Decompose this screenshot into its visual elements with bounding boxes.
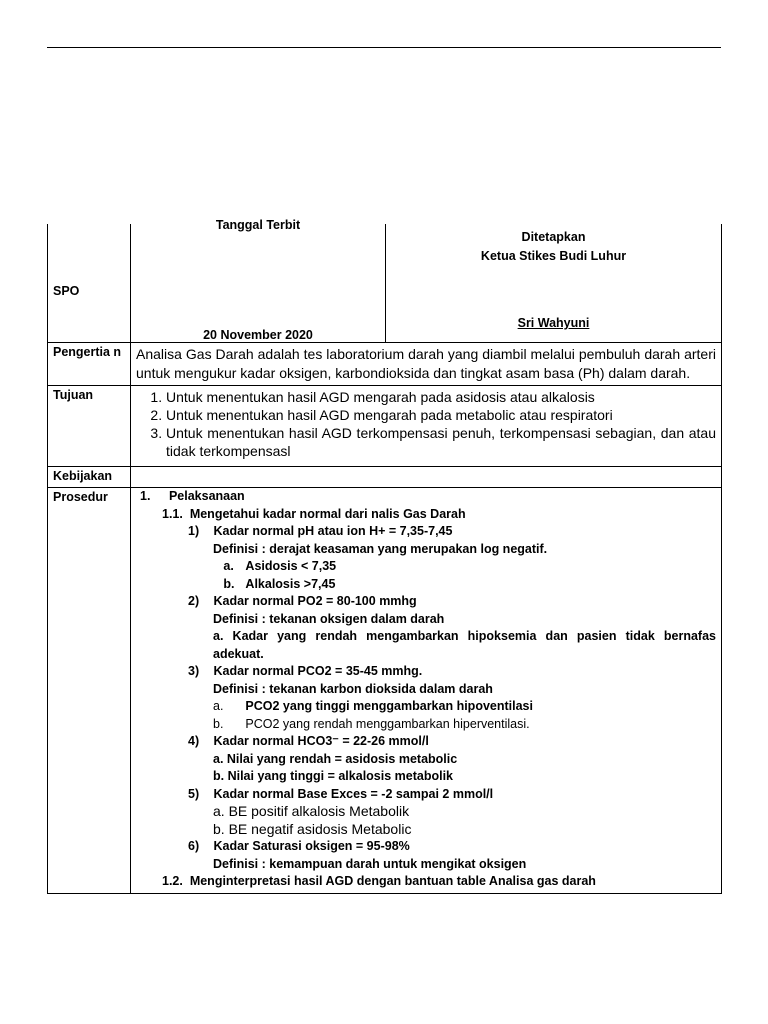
header-row: [48, 224, 722, 343]
spo-table: [47, 218, 722, 894]
item-4-title: 4) Kadar normal HCO3⁻ = 22-26 mmol/l: [188, 734, 429, 748]
prosedur-cell: [131, 488, 722, 894]
spo-label: SPO: [48, 224, 131, 343]
item-1-sub-b: b. Alkalosis >7,45: [223, 576, 336, 591]
pengertian-text: Analisa Gas Darah adalah tes laboratorium darah yang diambil melalui pembuluh darah arteri untuk mengukur kadar oksigen, karbondioksida dan tingkat asam basa (Ph) dalam darah.: [131, 343, 722, 386]
item-4-sub-a: a. Nilai yang rendah = asidosis metabolic: [213, 751, 458, 766]
item-2-sub-a: a. Kadar yang rendah mengambarkan hipoksemia dan pasien tidak bernafas adekuat.: [213, 629, 716, 661]
kebijakan-label: Kebijakan: [48, 467, 131, 488]
tujuan-item: 1. Untuk menentukan hasil AGD mengarah pada asidosis atau alkalosis: [166, 388, 716, 406]
section-title: Pelaksanaan: [168, 489, 245, 503]
tanggal-terbit-value: 20 November 2020: [203, 328, 313, 342]
item-2-title: 2) Kadar normal PO2 = 80-100 mmhg: [188, 594, 417, 608]
item-6-title: 6) Kadar Saturasi oksigen = 95-98%: [188, 839, 410, 853]
pengertian-label: Pengertia n: [48, 343, 131, 386]
ketua-label: Ketua Stikes Budi Luhur: [480, 249, 627, 263]
signatory-name: Sri Wahyuni: [517, 316, 590, 330]
sub2-num: 1.2.: [162, 874, 183, 888]
item-3-sub-a: a. PCO2 yang tinggi menggambarkan hipoventilasi: [213, 699, 533, 713]
item-3-title: 3) Kadar normal PCO2 = 35-45 mmhg.: [188, 664, 423, 678]
item-1-sub-a: a. Asidosis < 7,35: [223, 559, 337, 573]
ditetapkan-cell: [386, 224, 722, 343]
sub1-num: 1.1.: [162, 506, 183, 521]
tujuan-list: [136, 388, 716, 460]
item-4-sub-b: b. Nilai yang tinggi = alkalosis metabolik: [213, 769, 453, 783]
ditetapkan-label: Ditetapkan: [521, 230, 586, 244]
sub2-title: Menginterpretasi hasil AGD dengan bantuan table Analisa gas darah: [189, 874, 596, 888]
item-5-title: 5) Kadar normal Base Exces = -2 sampai 2 mmol/l: [188, 786, 494, 801]
section-heading: [136, 488, 716, 506]
item-2-def: Definisi : tekanan oksigen dalam darah: [213, 611, 445, 626]
tanggal-cell: [131, 218, 386, 343]
item-3-def: Definisi : tekanan karbon dioksida dalam darah: [213, 681, 493, 696]
item-6-def: Definisi : kemampuan darah untuk mengikat oksigen: [213, 856, 527, 871]
item-5-sub-a: a. BE positif alkalosis Metabolik: [213, 803, 410, 819]
item-5-sub-b: b. BE negatif asidosis Metabolic: [213, 820, 412, 837]
section-num: 1.: [140, 489, 151, 503]
sub1-heading: [136, 506, 716, 524]
prosedur-label: Prosedur: [48, 488, 131, 894]
sub1-title: Mengetahui kadar normal dari nalis Gas Darah: [189, 506, 466, 521]
tujuan-label: Tujuan: [48, 386, 131, 467]
prosedur-row: [48, 488, 722, 894]
item-1-title: 1) Kadar normal pH atau ion H+ = 7,35-7,45: [188, 524, 453, 538]
tujuan-row: [48, 386, 722, 467]
kebijakan-row: [48, 467, 722, 488]
sub2-heading: [136, 873, 716, 891]
tanggal-terbit-label: Tanggal Terbit: [215, 218, 301, 232]
tujuan-cell: [131, 386, 722, 467]
top-rule: [47, 47, 721, 48]
tujuan-item: 2. Untuk menentukan hasil AGD mengarah pada metabolic atau respiratori: [166, 406, 716, 424]
tujuan-item: 3. Untuk menentukan hasil AGD terkompensasi penuh, terkompensasi sebagian, dan atau tidak terkompensasl: [166, 424, 716, 460]
item-1-def: Definisi : derajat keasaman yang merupakan log negatif.: [213, 541, 548, 556]
pengertian-row: [48, 343, 722, 386]
item-3-sub-b: b. PCO2 yang rendah menggambarkan hiperventilasi.: [213, 716, 530, 731]
kebijakan-text: [131, 467, 722, 488]
